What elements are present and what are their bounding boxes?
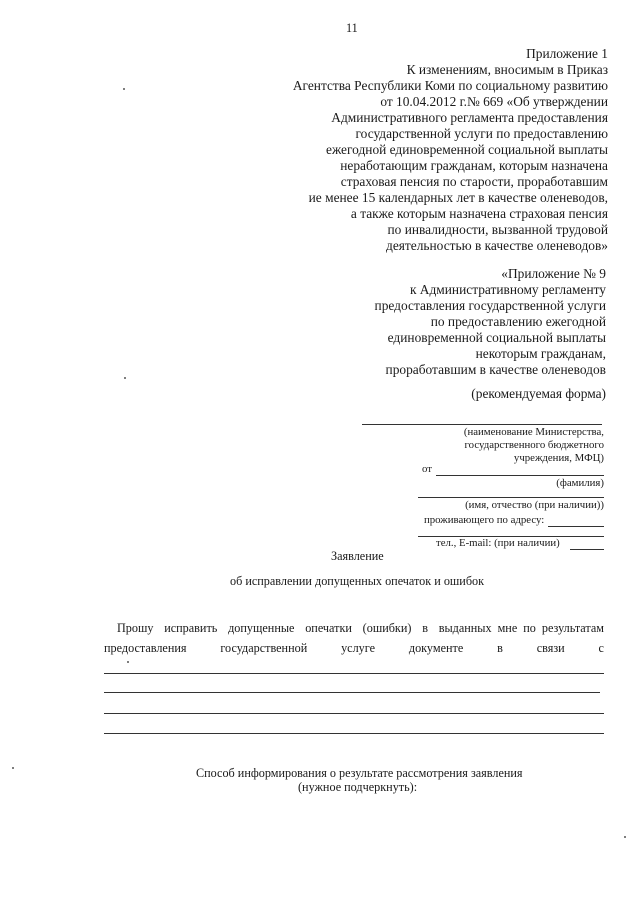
body-word: мне	[497, 621, 518, 635]
annex-1-line: государственной услуги по предоставлению	[355, 126, 608, 141]
surname-caption: (фамилия)	[556, 477, 604, 489]
body-word-group	[439, 621, 604, 636]
annex-1-line: Агентства Республики Коми по социальному развитию	[292, 78, 608, 93]
body-word: Прошу	[117, 621, 154, 635]
annex-1-line: от 10.04.2012 г.№ 669 «Об утверждении	[380, 94, 608, 109]
document-title: Заявление	[331, 549, 384, 563]
ministry-name-caption	[464, 426, 604, 465]
annex-1-header	[293, 46, 608, 254]
annex-9-line: по предоставлению ежегодной	[430, 314, 606, 329]
annex-1-line: Административного регламента предоставления	[331, 110, 608, 125]
caption-line: (наименование Министерства,	[463, 426, 604, 438]
address-label: проживающего по адресу:	[424, 514, 545, 526]
body-line-1	[117, 621, 604, 636]
body-word: (ошибки)	[362, 621, 412, 635]
body-word: с	[598, 641, 604, 655]
scan-speck	[127, 661, 129, 663]
annex-1-line: неработающим гражданам, которым назначена	[340, 158, 608, 173]
body-word: опечатки	[305, 621, 352, 635]
surname-line	[436, 475, 604, 476]
annex-1-line: по инвалидности, вызванной трудовой	[387, 222, 608, 237]
body-word: связи	[536, 641, 565, 655]
firstname-line	[418, 497, 604, 498]
fill-line-1	[104, 673, 604, 674]
caption-line: государственного бюджетного	[464, 439, 604, 451]
annex-1-line: страховая пенсия по старости, проработавшим	[340, 174, 608, 189]
from-label: от	[422, 463, 432, 475]
contact-line	[570, 549, 604, 550]
fill-line-2	[104, 692, 600, 693]
firstname-caption: (имя, отчество (при наличии))	[465, 499, 604, 511]
scan-speck	[123, 88, 125, 90]
body-word: предоставления	[104, 641, 187, 655]
annex-9-line: предоставления государственной услуги	[374, 298, 606, 313]
notify-note: (нужное подчеркнуть):	[298, 780, 418, 794]
body-word: государственной	[220, 641, 308, 655]
body-word: документе	[408, 641, 464, 655]
address-line-1	[548, 526, 604, 527]
fill-line-3	[104, 713, 604, 714]
annex-1-line: ежегодной единовременной социальной выплаты	[326, 142, 608, 157]
body-word: исправить	[164, 621, 218, 635]
body-word: допущенные	[228, 621, 295, 635]
notify-heading: Способ информирования о результате рассмотрения заявления	[196, 766, 523, 780]
annex-9-line: к Административному регламенту	[409, 282, 606, 297]
ministry-name-line	[362, 424, 602, 425]
annex-1-line: К изменениям, вносимым в Приказ	[406, 62, 608, 77]
annex-9-line: проработавшим в качестве оленеводов	[385, 362, 606, 377]
annex-1-line: Приложение 1	[526, 46, 608, 61]
annex-9-line: единовременной социальной выплаты	[387, 330, 606, 345]
body-word: в	[422, 621, 428, 635]
body-word: по	[523, 621, 536, 635]
body-word: услуге	[341, 641, 376, 655]
recommended-form-note: (рекомендуемая форма)	[471, 386, 606, 401]
body-word: в	[497, 641, 503, 655]
annex-1-line: деятельностью в качестве оленеводов»	[386, 238, 608, 253]
body-word: выданных	[438, 621, 492, 635]
annex-9-line: «Приложение № 9	[501, 266, 606, 281]
annex-1-line: а также которым назначена страховая пенсия	[350, 206, 608, 221]
scan-speck	[624, 836, 626, 838]
scan-speck	[124, 377, 126, 379]
caption-line: учреждения, МФЦ)	[513, 452, 604, 464]
body-line-2	[104, 641, 604, 656]
body-word: результатам	[541, 621, 604, 635]
annex-9-line: некоторым гражданам,	[475, 346, 606, 361]
page-number: 11	[346, 21, 358, 35]
annex-9-header	[375, 266, 606, 378]
fill-line-4	[104, 733, 604, 734]
scan-speck	[12, 767, 14, 769]
annex-1-line: ие менее 15 календарных лет в качестве оленеводов,	[308, 190, 608, 205]
document-subtitle: об исправлении допущенных опечаток и ошибок	[230, 574, 485, 588]
contact-label: тел., E-mail: (при наличии)	[436, 537, 560, 549]
